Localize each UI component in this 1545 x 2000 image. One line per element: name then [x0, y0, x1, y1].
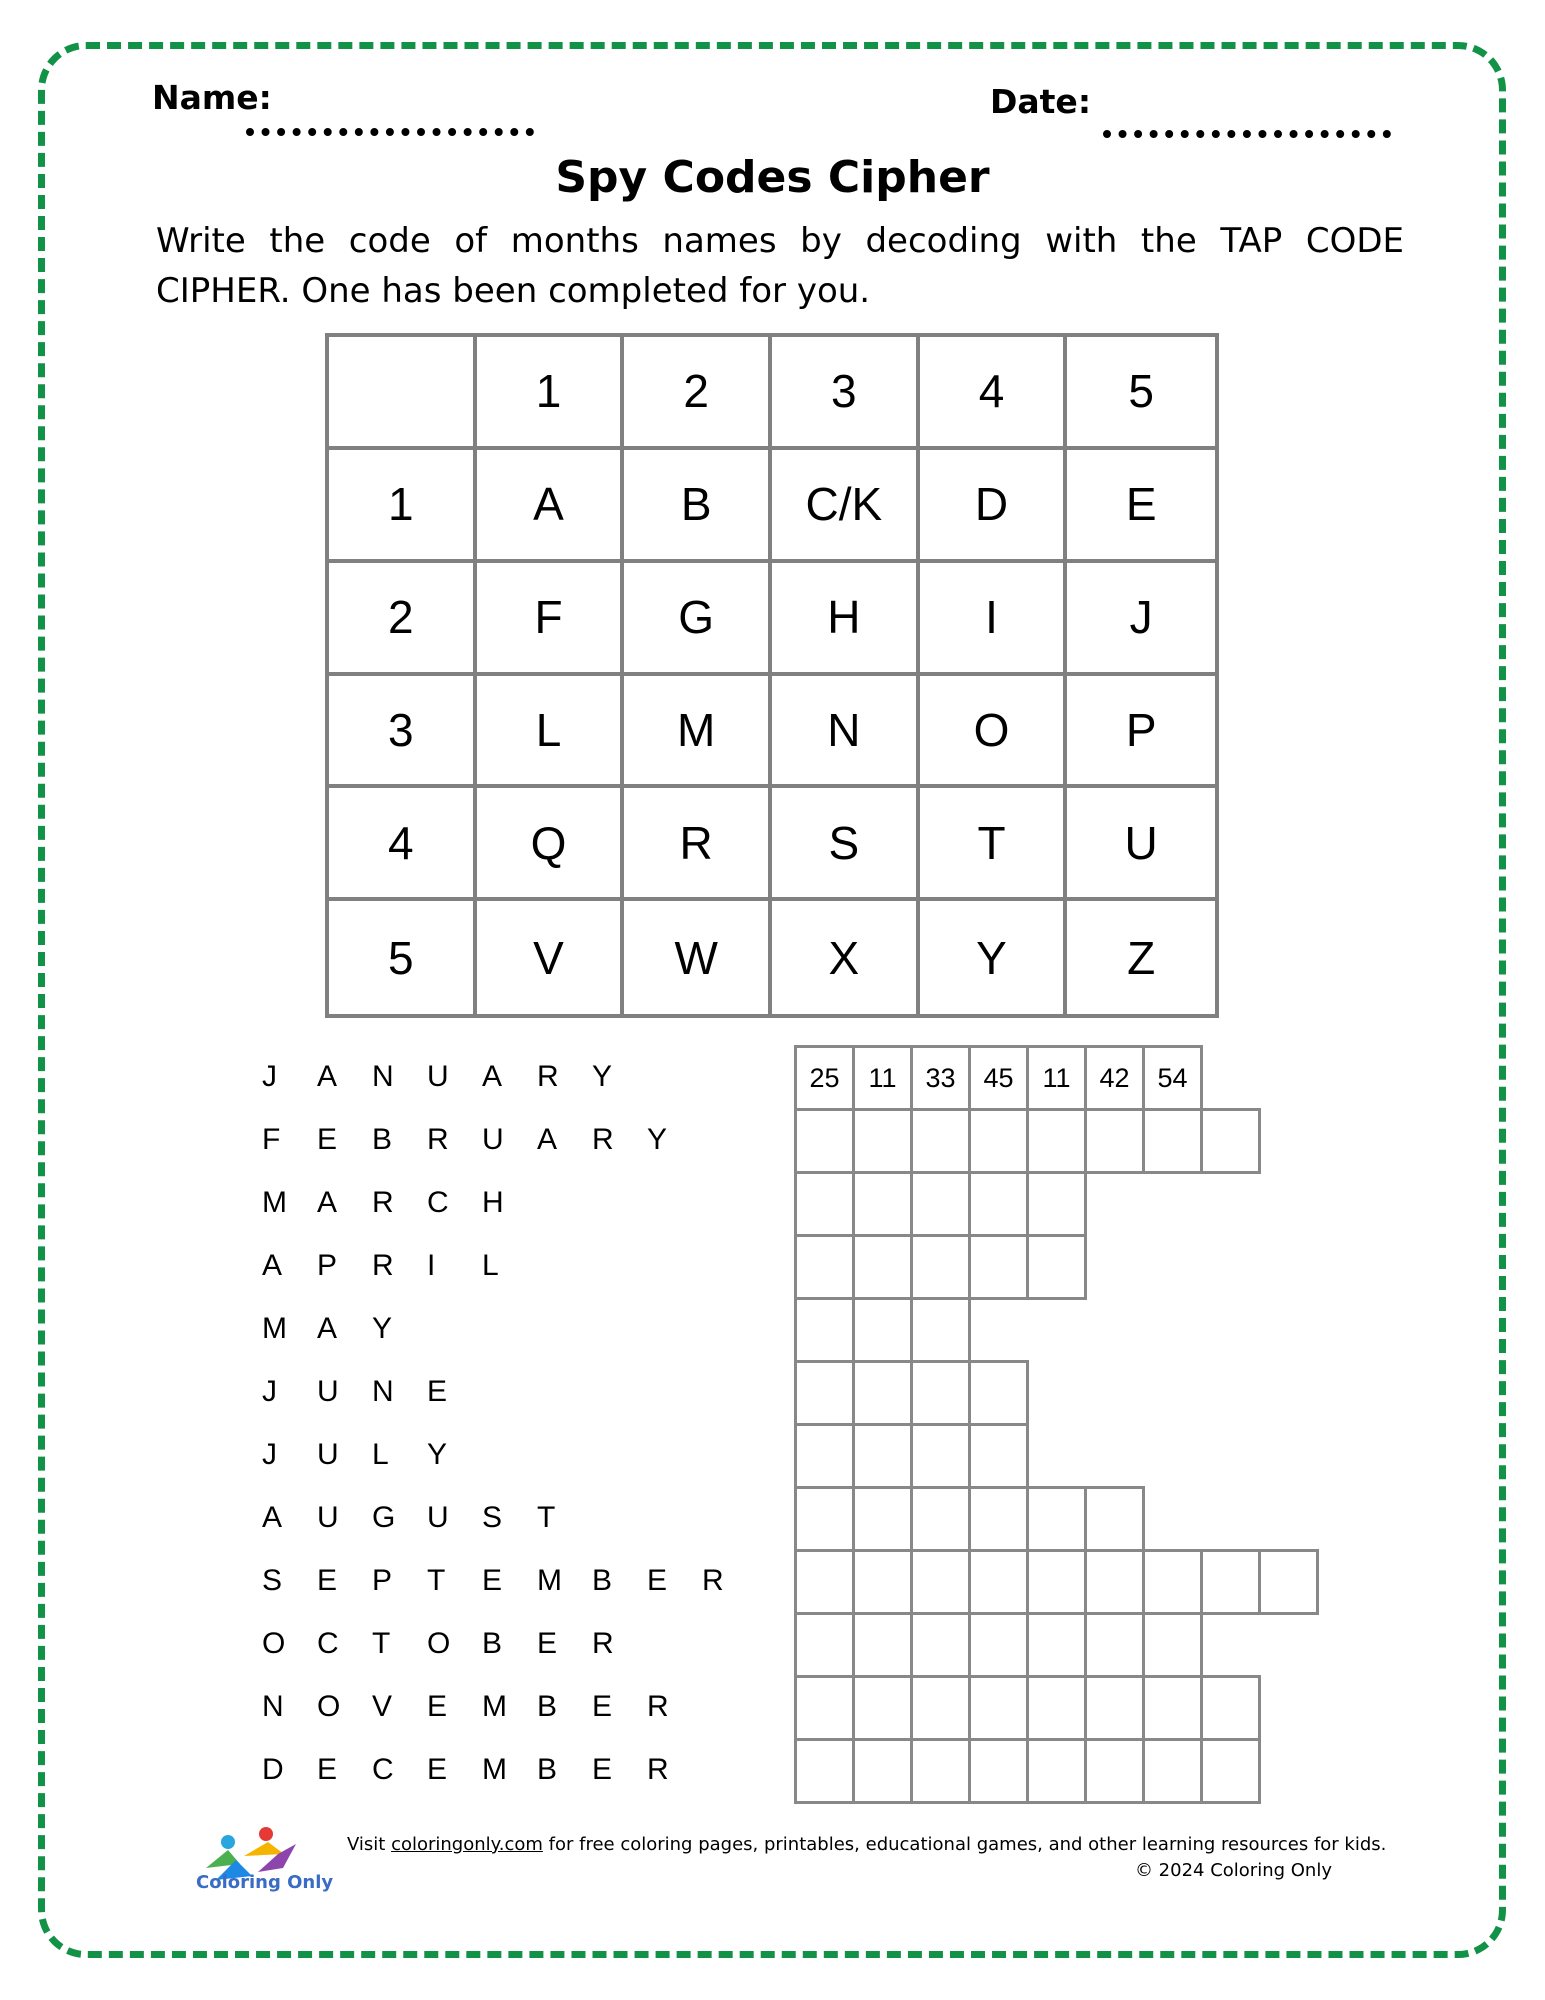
answer-box[interactable]: [968, 1675, 1029, 1741]
month-name: [262, 1171, 537, 1234]
month-name: [262, 1486, 592, 1549]
month-letter: R: [647, 1689, 669, 1723]
month-letter: H: [482, 1185, 504, 1219]
month-letter: R: [427, 1122, 449, 1156]
answer-box[interactable]: [852, 1486, 913, 1552]
cipher-cell: E: [1067, 450, 1215, 563]
answer-box[interactable]: [910, 1612, 971, 1678]
answer-box[interactable]: [1142, 1675, 1203, 1741]
answer-box[interactable]: [1084, 1549, 1145, 1615]
month-letter: B: [592, 1563, 613, 1597]
month-letter: M: [262, 1185, 287, 1219]
cipher-cell: M: [624, 676, 772, 789]
month-letter: C: [427, 1185, 449, 1219]
answer-boxes: [794, 1297, 968, 1360]
month-letter: E: [592, 1689, 613, 1723]
answer-box[interactable]: [1026, 1108, 1087, 1174]
month-letter: R: [592, 1122, 614, 1156]
month-letter: E: [317, 1752, 338, 1786]
answer-boxes: [794, 1549, 1316, 1612]
answer-boxes: [794, 1108, 1258, 1171]
answer-box[interactable]: [852, 1423, 913, 1489]
month-letter: M: [482, 1752, 507, 1786]
row-header-cell: 5: [329, 901, 477, 1014]
month-letter: A: [537, 1122, 558, 1156]
answer-boxes: [794, 1045, 1200, 1108]
name-label: Name:: [152, 78, 272, 117]
answer-box[interactable]: 11: [852, 1045, 913, 1111]
answer-box[interactable]: [1026, 1486, 1087, 1552]
cipher-cell: H: [772, 563, 920, 676]
month-letter: S: [482, 1500, 503, 1534]
month-letter: I: [427, 1248, 436, 1282]
cipher-cell: B: [624, 450, 772, 563]
cipher-cell: O: [920, 676, 1068, 789]
answer-box[interactable]: [794, 1297, 855, 1363]
answer-box[interactable]: [910, 1108, 971, 1174]
answer-boxes: [794, 1171, 1084, 1234]
row-header-cell: 2: [329, 563, 477, 676]
answer-box[interactable]: [852, 1108, 913, 1174]
month-letter: N: [372, 1374, 394, 1408]
answer-box[interactable]: [968, 1486, 1029, 1552]
answer-box[interactable]: [1026, 1549, 1087, 1615]
answer-boxes: [794, 1360, 1026, 1423]
month-letter: E: [317, 1563, 338, 1597]
month-name: [262, 1423, 482, 1486]
month-letter: M: [482, 1689, 507, 1723]
footer-visit-text: Visit: [347, 1834, 392, 1855]
column-header-cell: 5: [1067, 337, 1215, 450]
cipher-cell: Z: [1127, 931, 1156, 984]
cipher-cell: A: [477, 450, 625, 563]
answer-box[interactable]: [852, 1171, 913, 1237]
answer-boxes: [794, 1486, 1142, 1549]
month-letter: D: [262, 1752, 284, 1786]
month-letter: A: [482, 1059, 503, 1093]
cipher-cell: J: [1067, 563, 1215, 676]
month-letter: U: [317, 1437, 339, 1471]
month-letter: O: [262, 1626, 286, 1660]
month-letter: V: [372, 1689, 393, 1723]
answer-box[interactable]: [852, 1549, 913, 1615]
answer-box[interactable]: [1142, 1612, 1203, 1678]
answer-box[interactable]: [794, 1360, 855, 1426]
month-name: [262, 1675, 702, 1738]
answer-box[interactable]: [968, 1738, 1029, 1804]
month-letter: L: [482, 1248, 499, 1282]
answer-box[interactable]: 54: [1142, 1045, 1203, 1111]
answer-box[interactable]: [852, 1360, 913, 1426]
month-name: [262, 1549, 757, 1612]
month-letter: A: [262, 1500, 283, 1534]
month-letter: U: [482, 1122, 504, 1156]
month-letter: R: [372, 1185, 394, 1219]
month-letter: Y: [592, 1059, 613, 1093]
answer-box[interactable]: [852, 1612, 913, 1678]
month-letter: B: [372, 1122, 393, 1156]
cipher-cell: C/K: [772, 450, 920, 563]
column-header-cell: 1: [477, 337, 625, 450]
answer-box[interactable]: [910, 1549, 971, 1615]
month-letter: R: [647, 1752, 669, 1786]
cipher-cell: N: [772, 676, 920, 789]
answer-box[interactable]: [794, 1234, 855, 1300]
answer-box[interactable]: [968, 1423, 1029, 1489]
answer-box[interactable]: [1026, 1234, 1087, 1300]
answer-box[interactable]: [1026, 1738, 1087, 1804]
month-letter: P: [317, 1248, 338, 1282]
month-name: [262, 1612, 647, 1675]
answer-box[interactable]: 45: [968, 1045, 1029, 1111]
answer-box[interactable]: [968, 1108, 1029, 1174]
month-letter: N: [372, 1059, 394, 1093]
answer-boxes: [794, 1738, 1258, 1801]
answer-box[interactable]: [1258, 1549, 1319, 1615]
instructions: Write the code of months names by decoding with the TAP CODE CIPHER. One has been completed for you.: [156, 221, 1404, 311]
month-letter: S: [262, 1563, 283, 1597]
answer-box[interactable]: [910, 1486, 971, 1552]
month-letter: E: [317, 1122, 338, 1156]
month-letter: Y: [647, 1122, 668, 1156]
cipher-cell: T: [920, 788, 1068, 901]
month-letter: R: [702, 1563, 724, 1597]
answer-box[interactable]: [852, 1738, 913, 1804]
month-letter: E: [592, 1752, 613, 1786]
answer-box[interactable]: [794, 1738, 855, 1804]
month-letter: E: [427, 1752, 448, 1786]
footer-link[interactable]: coloringonly.com: [391, 1834, 543, 1855]
answer-box[interactable]: [968, 1360, 1029, 1426]
date-label: Date:: [990, 82, 1092, 121]
month-letter: Y: [427, 1437, 448, 1471]
month-letter: J: [262, 1374, 277, 1408]
cipher-cell: P: [1067, 676, 1215, 789]
cipher-cell: F: [477, 563, 625, 676]
answer-box[interactable]: [794, 1171, 855, 1237]
answer-box[interactable]: [852, 1234, 913, 1300]
month-letter: U: [317, 1374, 339, 1408]
answer-boxes: [794, 1234, 1084, 1297]
answer-box[interactable]: [1026, 1171, 1087, 1237]
month-letter: N: [262, 1689, 284, 1723]
answer-box[interactable]: [968, 1549, 1029, 1615]
cipher-cell: D: [920, 450, 1068, 563]
cipher-cell: U: [1067, 788, 1215, 901]
cipher-cell: I: [920, 563, 1068, 676]
answer-boxes: [794, 1612, 1200, 1675]
answer-box[interactable]: [794, 1423, 855, 1489]
cipher-cell: X: [772, 901, 920, 1014]
month-letter: U: [317, 1500, 339, 1534]
answer-box[interactable]: [1200, 1108, 1261, 1174]
cipher-cell: V: [477, 901, 625, 1014]
cipher-cell: Q: [477, 788, 625, 901]
month-letter: Y: [372, 1311, 393, 1345]
cipher-cell: R: [624, 788, 772, 901]
answer-box[interactable]: [794, 1108, 855, 1174]
column-header-cell: 2: [624, 337, 772, 450]
answer-box[interactable]: [852, 1675, 913, 1741]
answer-boxes: [794, 1675, 1258, 1738]
month-letter: E: [427, 1374, 448, 1408]
answer-box[interactable]: [794, 1675, 855, 1741]
month-letter: L: [372, 1437, 389, 1471]
answer-box[interactable]: 42: [1084, 1045, 1145, 1111]
month-name: [262, 1234, 537, 1297]
date-line[interactable]: [1103, 130, 1391, 138]
answer-box[interactable]: [1084, 1486, 1145, 1552]
month-letter: R: [592, 1626, 614, 1660]
answer-box[interactable]: [1200, 1738, 1261, 1804]
row-header-cell: 1: [329, 450, 477, 563]
month-letter: A: [317, 1059, 338, 1093]
month-name: [262, 1360, 482, 1423]
tap-code-table: [325, 333, 1219, 1018]
answer-box[interactable]: [1200, 1675, 1261, 1741]
month-letter: J: [262, 1437, 277, 1471]
month-letter: A: [317, 1185, 338, 1219]
month-letter: J: [262, 1059, 277, 1093]
answer-box[interactable]: [1026, 1675, 1087, 1741]
cipher-cell: G: [624, 563, 772, 676]
month-letter: C: [317, 1626, 339, 1660]
page-title: Spy Codes Cipher: [555, 152, 990, 203]
column-header-cell: 4: [920, 337, 1068, 450]
month-letter: P: [372, 1563, 393, 1597]
footer-rest-text: for free coloring pages, printables, educational games, and other learning resources for kids.: [542, 1834, 1387, 1855]
answer-box[interactable]: [910, 1423, 971, 1489]
answer-box[interactable]: [794, 1486, 855, 1552]
month-letter: O: [427, 1626, 451, 1660]
month-name: [262, 1738, 702, 1801]
month-letter: O: [317, 1689, 341, 1723]
answer-box[interactable]: [910, 1360, 971, 1426]
month-name: [262, 1108, 702, 1171]
answer-box[interactable]: [910, 1297, 971, 1363]
month-letter: B: [537, 1752, 558, 1786]
footer-note: [347, 1834, 1386, 1855]
month-letter: R: [537, 1059, 559, 1093]
cipher-cell: L: [477, 676, 625, 789]
cipher-cell: Y: [920, 901, 1068, 1014]
month-name: [262, 1045, 647, 1108]
row-header-cell: 4: [329, 788, 477, 901]
answer-box[interactable]: [852, 1297, 913, 1363]
answer-box[interactable]: [1142, 1108, 1203, 1174]
answer-box[interactable]: [968, 1171, 1029, 1237]
answer-box[interactable]: [1026, 1612, 1087, 1678]
row-header-cell: 3: [329, 676, 477, 789]
month-name: [262, 1297, 427, 1360]
month-letter: G: [372, 1500, 396, 1534]
month-letter: U: [427, 1059, 449, 1093]
answer-box[interactable]: [1200, 1549, 1261, 1615]
month-letter: M: [537, 1563, 562, 1597]
answer-box[interactable]: [1142, 1549, 1203, 1615]
month-letter: M: [262, 1311, 287, 1345]
answer-box[interactable]: 11: [1026, 1045, 1087, 1111]
logo-text: Coloring Only: [196, 1872, 334, 1893]
month-letter: E: [482, 1563, 503, 1597]
answer-box[interactable]: [1084, 1108, 1145, 1174]
answer-box[interactable]: [968, 1234, 1029, 1300]
cipher-cell: W: [624, 901, 772, 1014]
month-letter: E: [537, 1626, 558, 1660]
month-letter: B: [482, 1626, 503, 1660]
answer-box[interactable]: [1084, 1612, 1145, 1678]
cipher-cell: S: [772, 788, 920, 901]
answer-box[interactable]: 25: [794, 1045, 855, 1111]
answer-box[interactable]: 33: [910, 1045, 971, 1111]
month-letter: R: [372, 1248, 394, 1282]
answer-box[interactable]: [794, 1612, 855, 1678]
answer-box[interactable]: [1142, 1738, 1203, 1804]
month-letter: F: [262, 1122, 281, 1156]
answer-box[interactable]: [910, 1234, 971, 1300]
month-letter: C: [372, 1752, 394, 1786]
answer-box[interactable]: [910, 1738, 971, 1804]
answer-box[interactable]: [794, 1549, 855, 1615]
month-letter: E: [427, 1689, 448, 1723]
answer-box[interactable]: [910, 1171, 971, 1237]
answer-boxes: [794, 1423, 1026, 1486]
answer-box[interactable]: [1084, 1675, 1145, 1741]
answer-box[interactable]: [968, 1612, 1029, 1678]
name-line[interactable]: [246, 128, 534, 136]
month-letter: U: [427, 1500, 449, 1534]
column-header-cell: 3: [772, 337, 920, 450]
month-letter: A: [262, 1248, 283, 1282]
copyright: © 2024 Coloring Only: [1134, 1860, 1332, 1881]
month-letter: T: [372, 1626, 391, 1660]
month-letter: T: [427, 1563, 446, 1597]
answer-box[interactable]: [910, 1675, 971, 1741]
month-letter: A: [317, 1311, 338, 1345]
month-letter: B: [537, 1689, 558, 1723]
answer-box[interactable]: [1084, 1738, 1145, 1804]
month-letter: T: [537, 1500, 556, 1534]
column-header-cell: [329, 337, 477, 450]
month-letter: E: [647, 1563, 668, 1597]
